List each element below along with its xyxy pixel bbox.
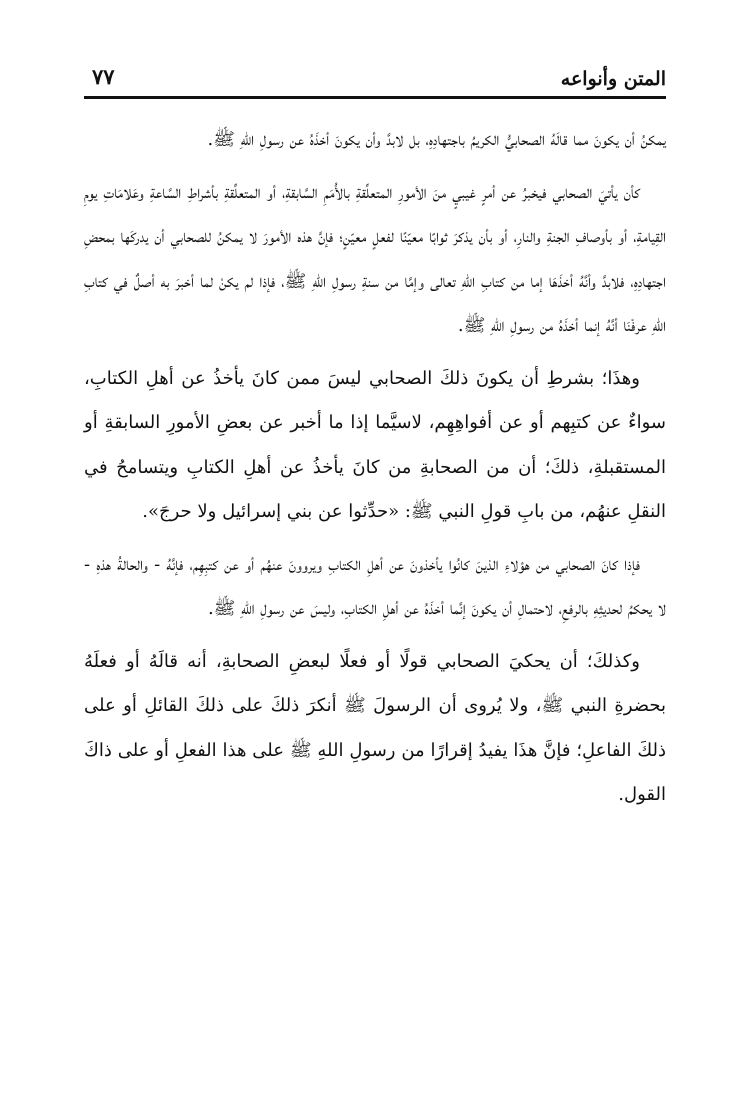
paragraph-4: فإذا كانَ الصحابي من هؤلاءِ الذينَ كانُوا يأخذونَ عن أهلِ الكتابِ ويروونَ عنهُم أو عن كتبِهِم، فإنَّهُ - والحالةُ هذهِ - لا يحكمُ لحديثِهِ بالرفعِ، لاحتمالِ أن يكونَ إنَّما أخذَهُ عن أهلِ الكتابِ، وليسَ عن رسولِ اللهِ ﷺ. [84, 553, 666, 619]
header-rule [84, 96, 666, 99]
running-title: المتن وأنواعه [560, 68, 666, 90]
paragraph-2: كأن يأتيَ الصحابي فيخبرُ عن أمرٍ غيبيٍ منَ الأمورِ المتعلِّقةِ بالأُمَمِ السَّابقةِ، أو المتعلِّقةِ بأشراطِ السَّاعةِ وعَلامَاتِ يومِ القِيامةِ، أو بأوصافِ الجنةِ والنارِ، أو بأن يذكرَ ثوابًا معيّنًا لفعلٍ معيّنٍ؛ فإنَّ هذه الأمورَ لا يمكنُ للصحابي أن يدركَها بمحضِ اجتهادِهِ، فلابدَّ وأنَّهُ أخذَهَا إما من كتابِ اللهِ تعالى وإمَّا من سنةِ رسولِ اللهِ ﷺ، فإذا لم يكنْ لما أخبرَ به أصلٌ في كتابِ اللهِ عرفْنَا أنَّهُ إنما أخذَهُ من رسولِ اللهِ ﷺ. [84, 181, 666, 336]
paragraph-5: وكذلكَ؛ أن يحكيَ الصحابي قولًا أو فعلًا لبعضِ الصحابةِ، أنه قالَهُ أو فعلَهُ بحضرةِ النبي ﷺ، ولا يُروى أن الرسولَ ﷺ أنكرَ ذلكَ على ذلكَ القائلِ أو على ذلكَ الفاعلِ؛ فإنَّ هذَا يفيدُ إقرارًا من رسولِ اللهِ ﷺ على هذا الفعلِ أو على ذاكَ القول. [84, 650, 666, 805]
page-header [84, 62, 666, 96]
body-text [84, 118, 666, 826]
page-number: ٧٧ [92, 64, 115, 89]
paragraph-3: وهذَا؛ بشرطِ أن يكونَ ذلكَ الصحابي ليسَ ممن كانَ يأخذُ عن أهلِ الكتابِ، سواءٌ عن كتبِهم أو عن أفواهِهِم، لاسيَّما إذا ما أخبر عن بعضِ الأمورِ السابقةِ أو المستقبلةِ، ذلكَ؛ أن من الصحابةِ من كانَ يأخذُ عن أهلِ الكتابِ ويتسامحُ في النقلِ عنهُم، من بابِ قولِ النبي ﷺ: «حدِّثوا عن بني إسرائيل ولا حرجَ». [84, 367, 666, 522]
paragraph-1: يمكنُ أن يكونَ مما قالَهُ الصحابيُّ الكريمُ باجتهادِهِ، بل لابدَّ وأن يكونَ أخذَهُ عن رسولِ اللهِ ﷺ. [207, 129, 666, 150]
